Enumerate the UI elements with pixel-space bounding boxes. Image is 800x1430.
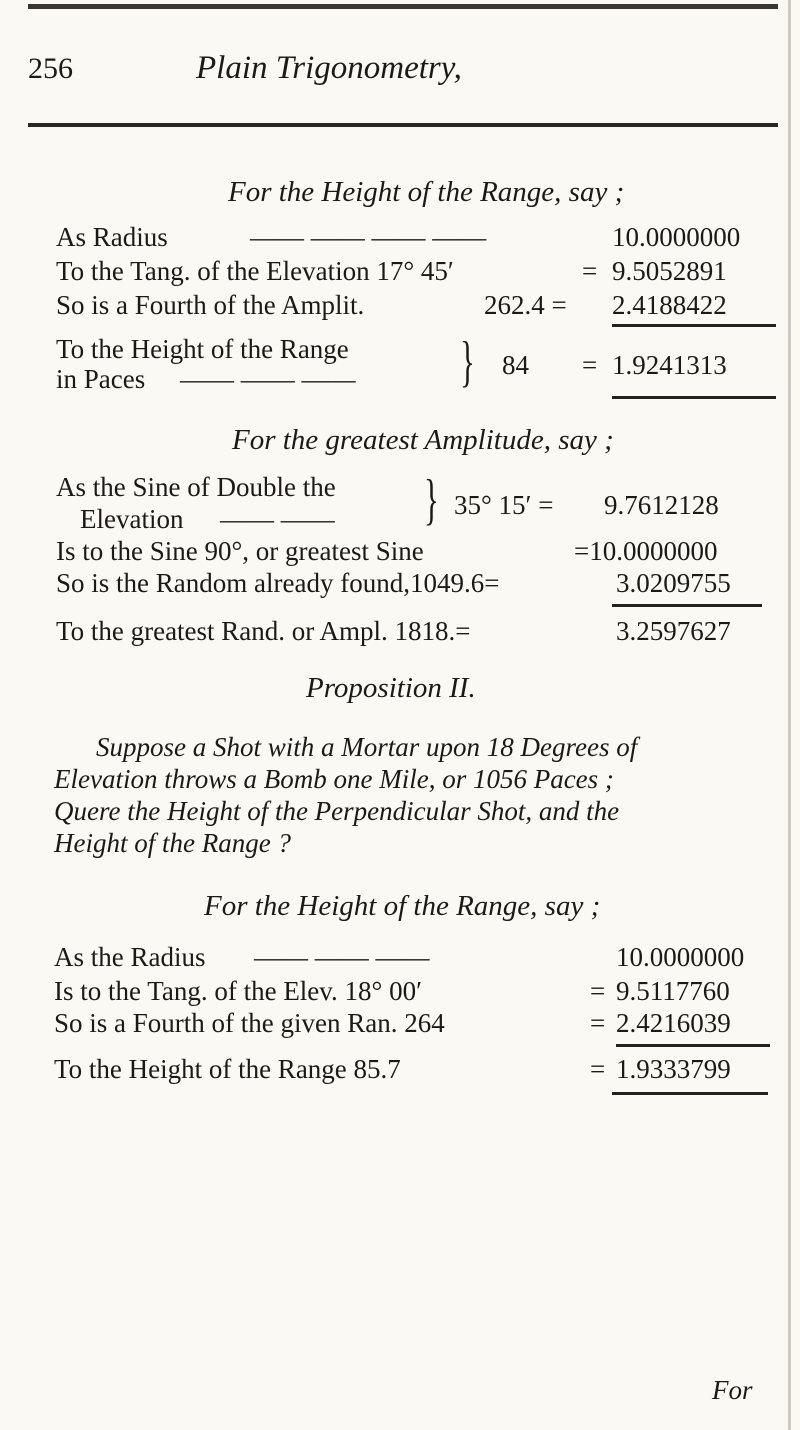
page-edge — [788, 0, 791, 1430]
running-title: Plain Trigonometry, — [196, 50, 462, 86]
s1-row1-value: 10.0000000 — [612, 222, 741, 252]
s1-result-label-1: To the Height of the Range — [56, 334, 349, 364]
s1-sum-rule — [612, 324, 776, 327]
s2-row1-leader: —— —— — [220, 504, 335, 534]
section1-heading: For the Height of the Range, say ; — [228, 176, 625, 208]
s3-result-rule — [612, 1092, 768, 1095]
s1-row2-label: To the Tang. of the Elevation 17° 45′ — [56, 256, 454, 286]
section2-heading: For the greatest Amplitude, say ; — [232, 424, 614, 456]
s3-row3-label: So is a Fourth of the given Ran. 264 — [54, 1008, 445, 1038]
proposition-line-2: Elevation throws a Bomb one Mile, or 1056 Paces ; — [54, 764, 614, 794]
top-border-rule — [28, 4, 778, 9]
s3-result-label: To the Height of the Range 85.7 — [54, 1054, 401, 1084]
s3-row1-leader: —— —— —— — [254, 942, 430, 972]
s2-result-value: 3.2597627 — [616, 616, 731, 646]
s2-row1-label-1: As the Sine of Double the — [56, 472, 336, 502]
s2-row3-label: So is the Random already found,1049.6= — [56, 568, 500, 598]
s2-row1-value: 9.7612128 — [604, 490, 719, 520]
proposition-line-1: Suppose a Shot with a Mortar upon 18 Degrees of — [96, 732, 638, 762]
proposition-title: Proposition II. — [306, 672, 476, 704]
s1-row3-label: So is a Fourth of the Amplit. — [56, 290, 365, 320]
s3-row3-value: 2.4216039 — [616, 1008, 731, 1038]
s3-row2-leader: = — [590, 976, 606, 1006]
s2-row1-arg: 35° 15′ = — [454, 490, 554, 520]
s1-row2-value: 9.5052891 — [612, 256, 727, 286]
catchword: For — [712, 1375, 753, 1405]
s1-row3-value: 2.4188422 — [612, 290, 727, 320]
s3-row1-value: 10.0000000 — [616, 942, 745, 972]
s1-result-leader: —— —— —— — [180, 364, 356, 394]
s3-row1-label: As the Radius — [54, 942, 206, 972]
s3-result-eq: = — [590, 1054, 606, 1084]
s1-result-rule — [612, 396, 776, 399]
s1-row2-leader: = — [582, 256, 598, 286]
s1-result-value: 1.9241313 — [612, 350, 727, 380]
s2-row3-value: 3.0209755 — [616, 568, 731, 598]
section3-heading: For the Height of the Range, say ; — [204, 890, 601, 922]
page-number: 256 — [28, 52, 73, 85]
s1-row3-leader: 262.4 = — [484, 290, 567, 320]
s2-brace: } — [424, 469, 439, 531]
s1-result-label-2: in Paces — [56, 364, 146, 394]
s1-result-eq: = — [582, 350, 598, 380]
s3-sum-rule — [616, 1044, 770, 1047]
s1-result-number: 84 — [502, 350, 529, 380]
s3-result-value: 1.9333799 — [616, 1054, 731, 1084]
s1-row1-label: As Radius — [56, 222, 168, 252]
proposition-line-3: Quere the Height of the Perpendicular Shot, and the — [54, 796, 620, 826]
s1-brace: } — [460, 331, 475, 393]
s2-row1-label-2: Elevation — [80, 504, 184, 534]
s2-row2-label: Is to the Sine 90°, or greatest Sine — [56, 536, 424, 566]
s3-row2-value: 9.5117760 — [616, 976, 730, 1006]
s1-row1-leader: —— —— —— —— — [250, 222, 487, 252]
proposition-line-4: Height of the Range ? — [54, 828, 291, 858]
s2-sum-rule — [612, 604, 762, 607]
header-rule — [28, 123, 778, 127]
s3-row2-label: Is to the Tang. of the Elev. 18° 00′ — [54, 976, 422, 1006]
s2-row2-value: =10.0000000 — [574, 536, 718, 566]
s3-row3-leader: = — [590, 1008, 606, 1038]
s2-result-label: To the greatest Rand. or Ampl. 1818.= — [56, 616, 471, 646]
